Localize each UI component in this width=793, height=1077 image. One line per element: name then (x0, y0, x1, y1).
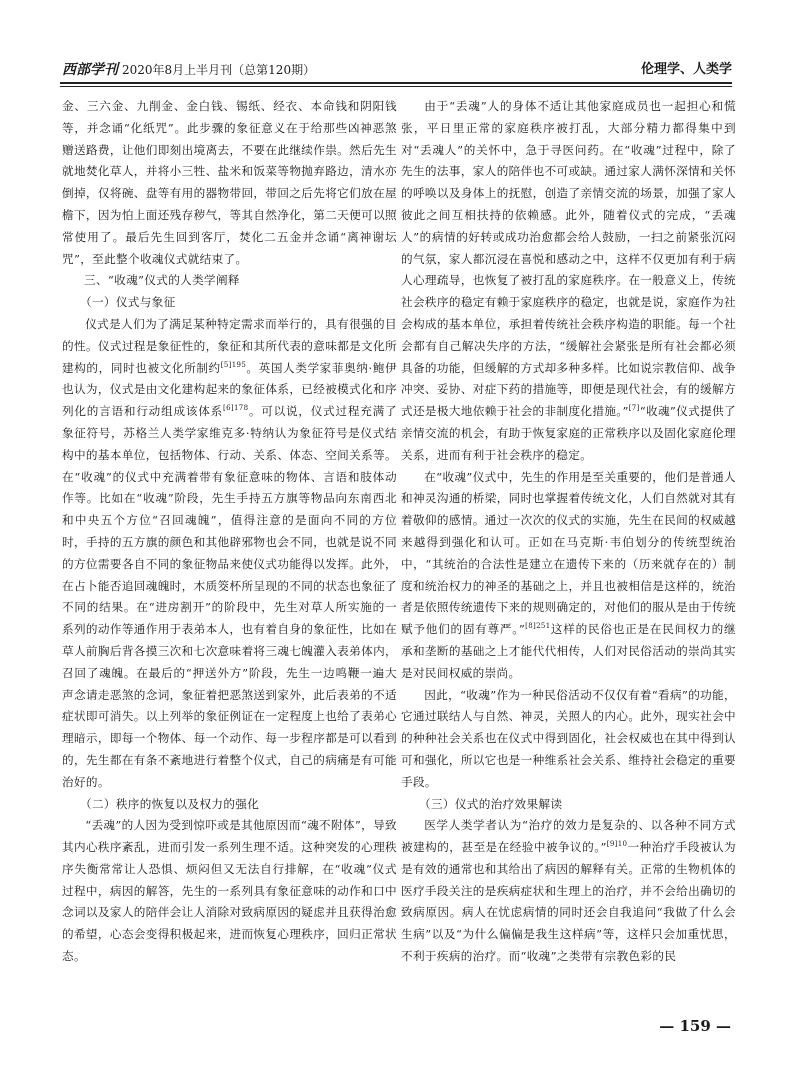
paragraph-text: 一种治疗手段被认为是有效的通常也和其给出了病因的解释有关。正常的生物机体的医疗手段关注的是疾病症状和生理上的治疗，并不会给出确切的致病原因。病人在忧虑病情的同时还会自我追问“我做了什么会生病”以及“为什么偏偏是我生这样病”等，这样只会加重忧思，不利于疾病的治疗。而“收魂”之类带有宗教色彩的民 (401, 840, 736, 964)
section-heading: 三、“收魂”仪式的人类学阐释 (84, 273, 240, 288)
header-journal-info (62, 59, 315, 79)
paragraph (62, 314, 397, 794)
paragraph-text: 仪式是人们为了满足某种特定需求而举行的，具有很强的目的性。仪式过程是象征性的，象征和其所代表的意味都是文化所建构的，同时也被文化所制约 (62, 316, 397, 375)
paragraph (401, 815, 736, 968)
paragraph (401, 96, 736, 467)
paragraph-text: 。可以说，仪式过程充满了象征符号，苏格兰人类学家维克多·特纳认为象征符号是仪式结构中的基本单位，包括物体、行动、关系、体态、空间关系等。在“收魂”的仪式中充满着带有象征意味的物体、言语和肢体动作等。比如在“收魂”阶段，先生手持五方旗等物品向东南西北和中央五个方位“召回魂魄”，值得注意的是面向不同的方位时，手持的五方旗的颜色和其他辟邪物也会不同，也就是说不同的方位需要各自不同的象征物品来使仪式功能得以发挥。此外，在占卜能否追回魂魄时，木质筊杯所呈现的不同的状态也象征了不同的结果。在“进房割开”的阶段中，先生对草人所实施的一系列的动作等通作用于表弟本人，也有着自身的象征性，比如在草人前胸后背各摸三次和七次意味着将三魂七魄灌入表弟体内，召回了魂魄。在最后的“押送外方”阶段，先生一边鸣鞭一遍大声念请走恶煞的念词，象征着把恶煞送到家外，此后表弟的不适症状即可消失。以上列举的象征例证在一定程度上也给了表弟心理暗示，即每一个物体、每一个动作、每一步程序都是可以看到的，先生都在有条不紊地进行着整个仪式，自己的病痛是有可能治好的。 (62, 404, 397, 789)
paragraph: 因此，“收魂”作为一种民俗活动不仅仅有着“看病”的功能，它通过联结人与自然、神灵，关照人的内心。此外，现实社会中的种种社会关系也在仪式中得到固化，社会权威也在其中得到认可和强化，所以它也是一种维系社会关系、维持社会稳定的重要手段。 (401, 687, 736, 789)
citation: [5]195 (220, 360, 247, 369)
paragraph-text: 由于“丢魂”人的身体不适让其他家庭成员也一起担心和慌张，平日里正常的家庭秩序被打乱，大部分精力都得集中到对“丢魂人”的关怀中，急于寻医问药。在“收魂”过程中，除了先生的法事，家人的陪伴也不可或缺。通过家人满怀深情和关怀的呼唤以及身体上的抚慰，创造了亲情交流的场景，加强了家人彼此之间互相扶持的依赖感。此外，随着仪式的完成，“丢魂人”的病情的好转或成功治愈都会给人鼓励，一扫之前紧张沉闷的气氛，家人都沉浸在喜悦和感动之中，这样不仅更加有利于病人心理疏导，也恢复了被打乱的家庭秩序。在一般意义上，传统社会秩序的稳定有赖于家庭秩序的稳定，也就是说，家庭作为社会构成的基本单位，承担着传统社会秩序构造的职能。每一个社会都有自己解决失序的方法，“缓解社会紧张是所有社会都必须具备的功能，但缓解的方式却多种多样。比如说宗教信仰、战争冲突、妥协、对症下药的措施等，即便是现代社会，有的缓解方式还是极大地依赖于社会的非制度化措施。” (401, 99, 736, 419)
paragraph-text: 医学人类学者认为“治疗的效力是复杂的、以各种不同方式被建构的，甚至是在经验中被争议的。” (401, 818, 736, 855)
header-rule-thick (60, 82, 732, 84)
issue-info: 2020年8月上半月刊（总第120期） (122, 63, 316, 77)
citation: [9]10 (606, 840, 628, 849)
paragraph-text: 这样的民俗也正是在民间权力的继承和垄断的基础之上才能代代相传，人们对民俗活动的崇尚其实是对民间权威的崇尚。 (401, 622, 736, 680)
citation: [6]178 (223, 404, 249, 413)
right-column (401, 96, 736, 968)
paragraph-text: 。英国人类学家菲奥纳·鲍伊也认为，仪式是由文化建构起来的象征体系，已经被模式化和序列化的言语和行动组成该体系 (62, 360, 397, 419)
subsection-heading: （三）仪式的治疗效果解读 (419, 796, 563, 811)
paragraph: “丢魂”的人因为受到惊吓或是其他原因而“魂不附体”，导致其内心秩序紊乱，进而引发一系列生理不适。这种突发的心理秩序失衡常常让人恐惧、烦闷但又无法自行排解，在“收魂”仪式过程中，病因的解答，先生的一系列具有象征意味的动作和口中念词以及家人的陪伴会让人消除对致病原因的疑虑并且获得治愈的希望，心态会变得积极起来，进而恢复心理秩序，回归正常状态。 (62, 818, 397, 964)
header-rule-thin (60, 86, 732, 87)
citation: [7] (628, 404, 640, 413)
paragraph (401, 467, 736, 685)
paragraph: 金、三六金、九削金、金白钱、锡纸、经衣、本命钱和阴阳钱等，并念诵“化纸咒”。此步骤的象征意义在于给那些凶神恶煞赠送路费，让他们即刻出境离去，不要在此继续作祟。然后先生就地焚化草人，并将小三牲、盐米和饭菜等物抛弃路边，清水亦倒掉，仅将碗、盘等有用的器物带回，带回之后先将它们放在屋檐下，因为怕上面还残存秽气，等其自然净化，第二天便可以照常使用了。最后先生回到客厅，焚化二五金并念诵“离神谢坛咒”，至此整个收魂仪式就结束了。 (62, 99, 397, 266)
paragraph-text: 在“收魂”仪式中，先生的作用是至关重要的，他们是普通人和神灵沟通的桥梁，同时也掌握着传统文化，人们自然就对其有着敬仰的感情。通过一次次的仪式的实施，先生在民间的权威越来越得到强化和认可。正如在马克斯·韦伯划分的传统型统治中，“其统治的合法性是建立在遗传下来的（历来就存在的）制度和统治权力的神圣的基础之上，并且也被相信是这样的，统治者是依照传统遗传下来的规则确定的，对他们的服从是由于传统赋予他们的固有尊严。” (401, 469, 736, 637)
paragraph-text: “收魂”仪式提供了亲情交流的机会，有助于恢复家庭的正常秩序以及固化家庭伦理关系，进而有利于社会秩序的稳定。 (401, 404, 736, 462)
citation: [8]251 (525, 622, 551, 631)
left-column (62, 96, 397, 968)
section-title: 伦理学、人类学 (640, 62, 732, 77)
subsection-heading: （二）秩序的恢复以及权力的强化 (80, 796, 260, 811)
page-number: — 159 — (659, 1017, 731, 1035)
subsection-heading: （一）仪式与象征 (80, 295, 176, 310)
journal-name: 西部学刊 (62, 62, 118, 78)
running-header (60, 55, 732, 81)
